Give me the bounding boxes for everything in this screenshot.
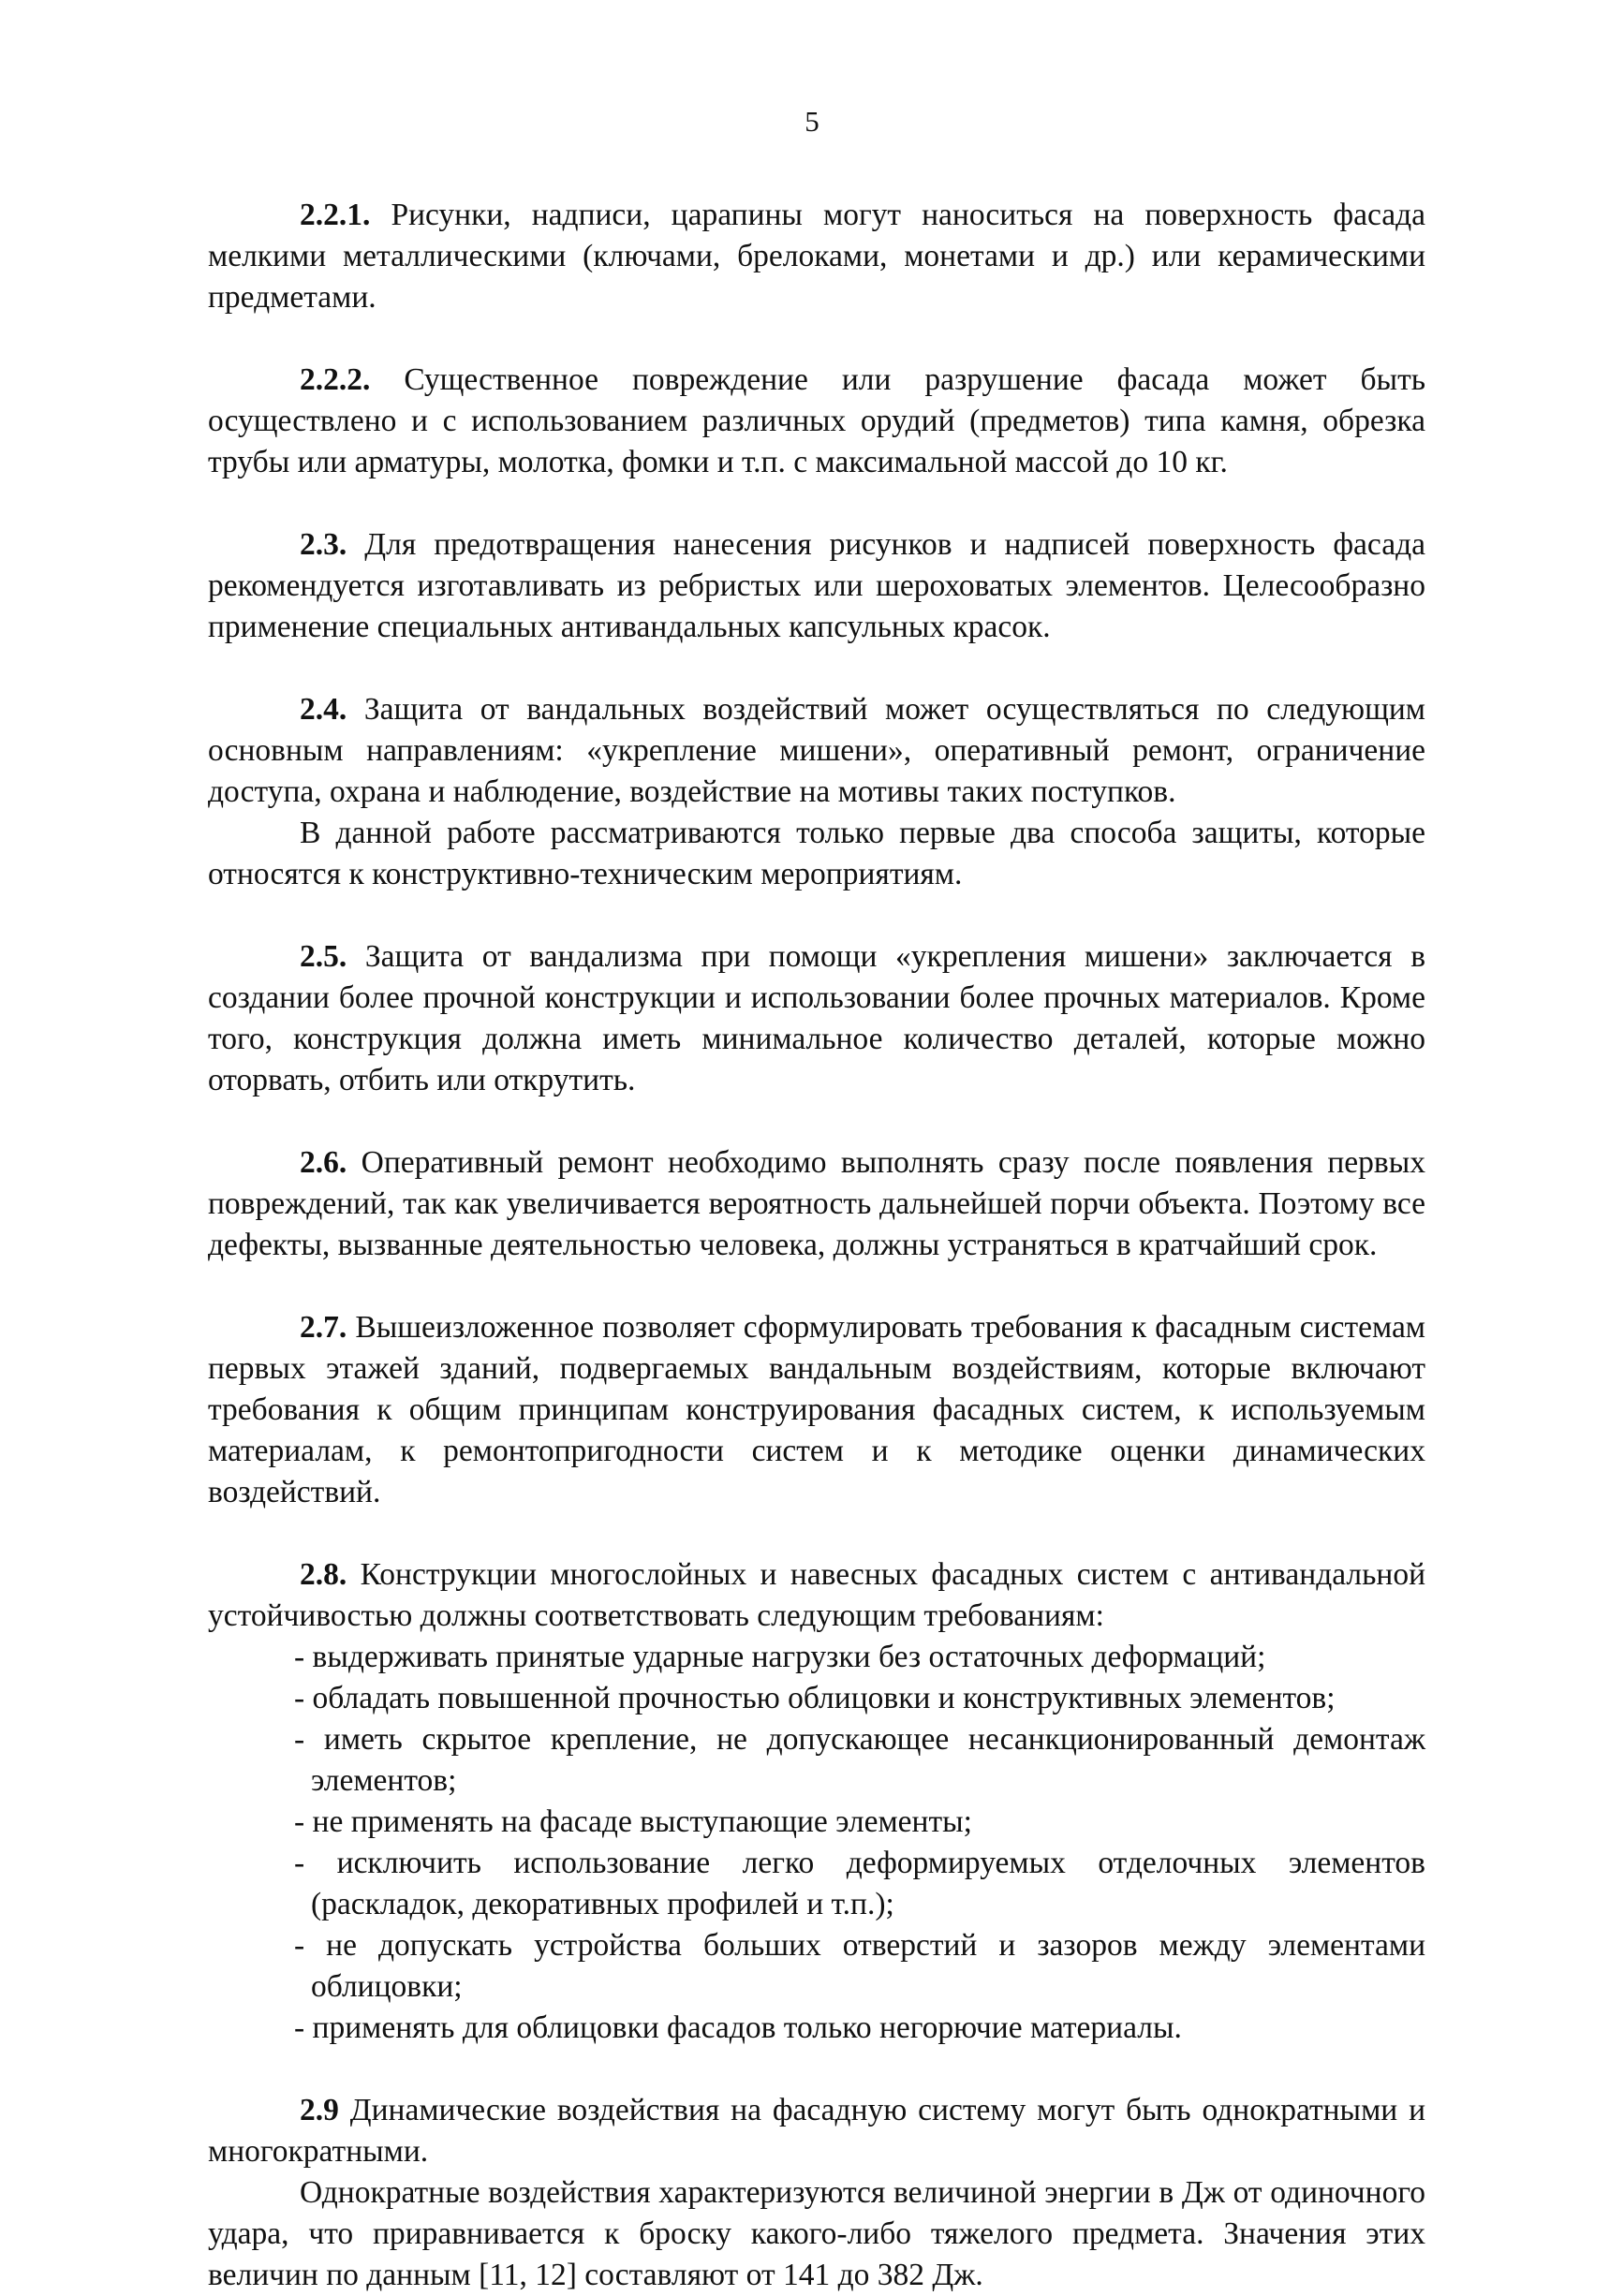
section-number: 2.3. bbox=[300, 527, 347, 562]
section-2-5 bbox=[208, 936, 1425, 1101]
section-text: Вышеизложенное позволяет сформулировать требования к фасадным системам первых этажей зданий, подвергаемых вандальным воздействиям, которые включают требования к общим принципам конструирования фасадных систем, к используемым материалам, к ремонтопригодности систем и к методике оценки динамических воздействий. bbox=[208, 1310, 1426, 1509]
section-2-4 bbox=[208, 689, 1425, 813]
section-text: Для предотвращения нанесения рисунков и надписей поверхность фасада рекомендуется изготавливать из ребристых или шероховатых элементов. Целесообразно применение специальных антивандальных капсульных красок. bbox=[208, 527, 1425, 644]
list-item: - не применять на фасаде выступающие элементы; bbox=[294, 1804, 972, 1839]
section-2-3 bbox=[208, 524, 1425, 648]
section-text: Конструкции многослойных и навесных фасадных систем с антивандальной устойчивостью должны соответствовать следующим требованиям: bbox=[208, 1557, 1426, 1633]
list-item: - не допускать устройства больших отверстий и зазоров между элементами облицовки; bbox=[294, 1928, 1425, 2004]
section-number: 2.2.1. bbox=[300, 198, 371, 232]
list-item: - исключить использование легко деформируемых отделочных элементов (раскладок, декоративных профилей и т.п.); bbox=[294, 1846, 1425, 1921]
list-item: - иметь скрытое крепление, не допускающее несанкционированный демонтаж элементов; bbox=[294, 1722, 1425, 1798]
section-2-4-continuation: В данной работе рассматриваются только первые два способа защиты, которые относятся к конструктивно-техническим мероприятиям. bbox=[208, 816, 1425, 891]
section-text: Защита от вандализма при помощи «укрепления мишени» заключается в создании более прочной конструкции и использовании более прочных материалов. Кроме того, конструкция должна иметь минимальное количество деталей, которые можно оторвать, отбить или открутить. bbox=[208, 939, 1426, 1097]
section-2-2-1 bbox=[208, 195, 1425, 318]
document-body bbox=[208, 195, 1425, 2296]
section-2-8 bbox=[208, 1554, 1425, 1637]
section-2-9-continuation: Однократные воздействия характеризуются величиной энергии в Дж от одиночного удара, что приравнивается к броску какого-либо тяжелого предмета. Значения этих величин по данным [11, 12] составляют от 141 до 382 Дж. bbox=[208, 2175, 1425, 2292]
section-number: 2.6. bbox=[300, 1145, 347, 1180]
section-number: 2.4. bbox=[300, 692, 347, 727]
section-number: 2.8. bbox=[300, 1557, 347, 1592]
section-text: Защита от вандальных воздействий может осуществляться по следующим основным направлениям: «укрепление мишени», оперативный ремонт, ограничение доступа, охрана и наблюдение, воздействие на мотивы таких поступков. bbox=[208, 692, 1425, 809]
section-text: Рисунки, надписи, царапины могут наноситься на поверхность фасада мелкими металлическими (ключами, брелоками, монетами и др.) или керамическими предметами. bbox=[208, 198, 1426, 315]
page-number: 5 bbox=[805, 105, 819, 138]
section-number: 2.5. bbox=[300, 939, 347, 974]
requirements-list bbox=[208, 1637, 1425, 2049]
list-item: - выдерживать принятые ударные нагрузки без остаточных деформаций; bbox=[294, 1640, 1266, 1674]
section-2-6 bbox=[208, 1142, 1425, 1266]
section-number: 2.2.2. bbox=[300, 362, 371, 397]
section-2-7 bbox=[208, 1307, 1425, 1513]
section-2-2-2 bbox=[208, 360, 1425, 483]
section-text: Оперативный ремонт необходимо выполнять сразу после появления первых повреждений, так как увеличивается вероятность дальнейшей порчи объекта. Поэтому все дефекты, вызванные деятельностью человека, должны устраняться в кратчайший срок. bbox=[208, 1145, 1426, 1262]
section-text: Динамические воздействия на фасадную систему могут быть однократными и многократными. bbox=[208, 2093, 1425, 2169]
list-item: - применять для облицовки фасадов только негорючие материалы. bbox=[294, 2010, 1182, 2045]
section-number: 2.7. bbox=[300, 1310, 347, 1345]
list-item: - обладать повышенной прочностью облицовки и конструктивных элементов; bbox=[294, 1681, 1336, 1715]
section-number: 2.9 bbox=[300, 2093, 339, 2127]
section-2-9 bbox=[208, 2090, 1425, 2172]
section-text: Существенное повреждение или разрушение фасада может быть осуществлено и с использованием различных орудий (предметов) типа камня, обрезка трубы или арматуры, молотка, фомки и т.п. с максимальной массой до 10 кг. bbox=[208, 362, 1425, 479]
